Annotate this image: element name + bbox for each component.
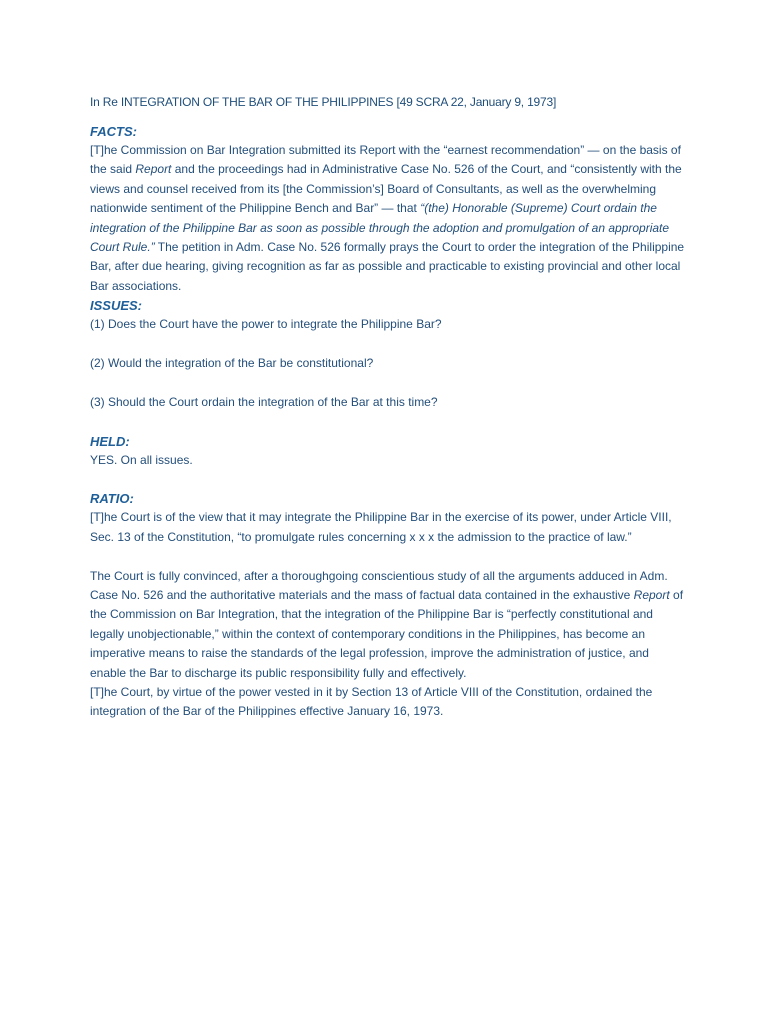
facts-italic-quote: “(the) Honorable (Supreme) Court ordain the integration of the Philippine Bar as soon as possible through the adoption and promulgation of an appropriate Court Rule.”	[90, 201, 670, 255]
ratio-text-2b: of the Commission on Bar Integration, that the integration of the Philippine Bar is “perfectly constitutional and legally unobjectionable,” within the context of contemporary conditions in the Philippines, has become an imperative means to raise the standards of the legal profession, improve the administration of justice, and enable the Bar to discharge its public responsibility fully and effectively.	[90, 588, 684, 680]
document-title: In Re INTEGRATION OF THE BAR OF THE PHILIPPINES [49 SCRA 22, January 9, 1973]	[90, 95, 557, 109]
facts-italic-report: Report	[135, 162, 172, 177]
ratio-paragraph-3: [T]he Court, by virtue of the power vested in it by Section 13 of Article VIII of the Constitution, ordained the integration of the Bar of the Philippines effective January 16, 1973.	[90, 685, 653, 719]
facts-text-1: [T]he Commission on Bar Integration submitted its Report with the “earnest recommendation” — on the basis of the said	[90, 143, 681, 177]
ratio-paragraph-1: [T]he Court is of the view that it may integrate the Philippine Bar in the exercise of its power, under Article VIII, Sec. 13 of the Constitution, “to promulgate rules concerning x x x the admission to the practice of law.”	[90, 510, 672, 544]
ratio-italic-report: Report	[633, 588, 670, 603]
facts-heading: FACTS:	[90, 124, 137, 139]
held-text: YES. On all issues.	[90, 452, 193, 467]
ratio-heading: RATIO:	[90, 491, 134, 507]
document-body	[90, 93, 686, 722]
held-heading: HELD:	[90, 433, 130, 449]
ratio-paragraph-2	[90, 567, 686, 683]
facts-text-3: The petition in Adm. Case No. 526 formally prays the Court to order the integration of the Philippine Bar, after due hearing, giving recognition as far as possible and practicable to existing provincial and other local Bar associations.	[90, 240, 685, 293]
issue-item-2: (2) Would the integration of the Bar be constitutional?	[90, 356, 374, 371]
issues-heading: ISSUES:	[90, 298, 143, 314]
ratio-text-2a: The Court is fully convinced, after a thoroughgoing conscientious study of all the arguments adduced in Adm. Case No. 526 and the authoritative materials and the mass of factual data contained in the exhaustive	[90, 568, 668, 603]
facts-text-2: and the proceedings had in Administrative Case No. 526 of the Court, and “consistently with the views and counsel received from its [the Commission’s] Board of Consultants, as well as the overwhelming nationwide sentiment of the Philippine Bench and Bar” — that	[90, 162, 682, 216]
issue-item-1: (1) Does the Court have the power to integrate the Philippine Bar?	[90, 317, 442, 332]
facts-paragraph	[90, 141, 686, 296]
issue-item-3: (3) Should the Court ordain the integration of the Bar at this time?	[90, 394, 438, 409]
